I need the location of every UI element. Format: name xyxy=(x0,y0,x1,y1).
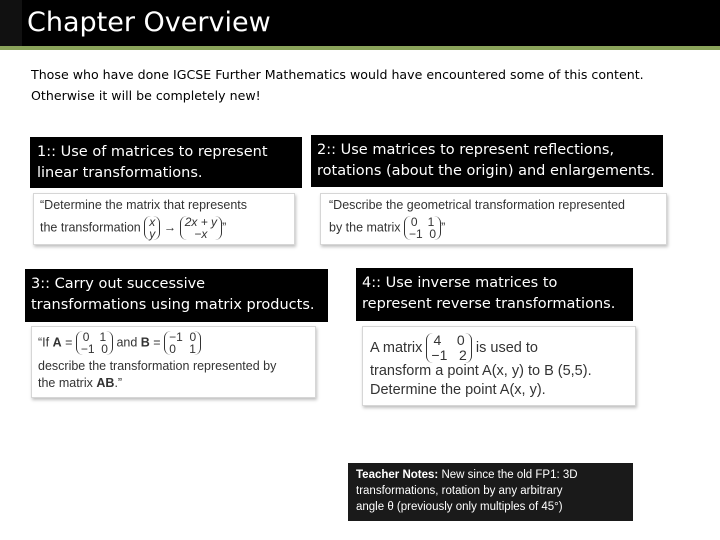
section-4-box xyxy=(356,268,633,321)
title-bar xyxy=(0,0,720,46)
section-1-line-1 xyxy=(37,142,296,163)
page-title: Chapter Overview xyxy=(27,7,271,38)
intro-text xyxy=(31,64,691,106)
example-1-line-1: “Determine the matrix that represents xyxy=(40,198,248,212)
example-1-close: ” xyxy=(222,220,227,235)
section-1-text-1: Use of matrices to represent xyxy=(60,144,268,160)
example-2-line-1: “Describe the geometrical transformation represented xyxy=(329,198,625,212)
example-3-line-3-pre: the matrix xyxy=(38,376,93,390)
example-3-A: A xyxy=(52,335,62,350)
section-3-number: 3 xyxy=(31,276,41,292)
example-3-line-3 xyxy=(38,376,122,390)
section-3-sep: :: xyxy=(40,276,55,292)
example-3-matrix-A: 0 1 −1 0 xyxy=(76,331,113,355)
example-4-pre: A matrix xyxy=(370,339,423,356)
section-4-sep: :: xyxy=(371,275,386,291)
section-3-text-1: Carry out successive xyxy=(54,276,206,292)
example-4-line-2: transform a point A(x, y) to B (5,5). xyxy=(370,363,592,379)
section-4-line-2: represent reverse transformations. xyxy=(362,296,616,312)
example-4-post: is used to xyxy=(475,339,538,356)
section-2-text-1: Use matrices to represent reflections, xyxy=(340,142,615,158)
title-accent xyxy=(0,0,22,46)
section-2-number: 2 xyxy=(317,142,327,158)
example-4-line-1 xyxy=(370,333,538,363)
example-3-AB: AB xyxy=(96,376,115,390)
example-3-line-1 xyxy=(38,331,201,355)
title-underline xyxy=(0,46,720,50)
example-1-input-vector: x y xyxy=(144,216,160,240)
teacher-notes-text-1: New since the old FP1: 3D xyxy=(441,469,578,481)
section-3-line-2: transformations using matrix products. xyxy=(31,297,315,313)
example-3-B: B xyxy=(140,335,150,350)
teacher-notes-line-2: transformations, rotation by any arbitrary xyxy=(356,485,563,497)
example-4-matrix: 4 0 −1 2 xyxy=(426,333,471,363)
intro-line-1: Those who have done IGCSE Further Mathematics would have encountered some of this content. xyxy=(31,67,644,82)
section-1-sep: :: xyxy=(46,144,61,160)
teacher-notes-label: Teacher Notes: xyxy=(356,469,439,481)
section-2-sep: :: xyxy=(326,142,341,158)
example-4-card xyxy=(362,326,636,406)
section-1-number: 1 xyxy=(37,144,47,160)
example-3-eq-1: = xyxy=(65,335,73,350)
teacher-notes-line-3: angle θ (previously only multiples of 45°) xyxy=(356,501,563,513)
section-3-line-1 xyxy=(31,274,322,295)
example-2-matrix: 0 1 −1 0 xyxy=(404,216,441,240)
section-3-box xyxy=(25,269,328,322)
example-2-line-2 xyxy=(329,216,445,240)
example-2-card xyxy=(320,193,667,245)
example-3-and: and xyxy=(116,335,138,350)
section-4-text-1: Use inverse matrices to xyxy=(385,275,558,291)
example-3-line-2: describe the transformation represented by xyxy=(38,359,277,373)
example-3-pre: “If xyxy=(38,335,50,350)
section-4-number: 4 xyxy=(362,275,372,291)
section-2-box xyxy=(311,135,663,187)
teacher-notes xyxy=(348,463,633,521)
example-2-pre: by the matrix xyxy=(329,220,401,235)
example-1-output-vector: 2x + y −x xyxy=(180,216,222,240)
intro-line-2: Otherwise it will be completely new! xyxy=(31,88,261,103)
example-4-line-3: Determine the point A(x, y). xyxy=(370,382,546,398)
teacher-notes-line-1 xyxy=(356,467,625,483)
example-1-card xyxy=(33,193,295,245)
section-1-line-2: linear transformations. xyxy=(37,165,203,181)
example-1-pre: the transformation xyxy=(40,220,141,235)
example-1-line-2 xyxy=(40,216,226,240)
example-2-close: ” xyxy=(441,220,446,235)
example-3-matrix-B: −1 0 0 1 xyxy=(164,331,201,355)
section-4-line-1 xyxy=(362,273,627,294)
section-2-line-1 xyxy=(317,140,657,161)
example-3-eq-2: = xyxy=(153,335,161,350)
section-2-line-2: rotations (about the origin) and enlargements. xyxy=(317,163,655,179)
example-3-line-3-post: .” xyxy=(114,376,123,390)
section-1-box xyxy=(30,137,302,188)
example-1-arrow: → xyxy=(163,220,177,235)
example-3-card xyxy=(31,326,316,398)
